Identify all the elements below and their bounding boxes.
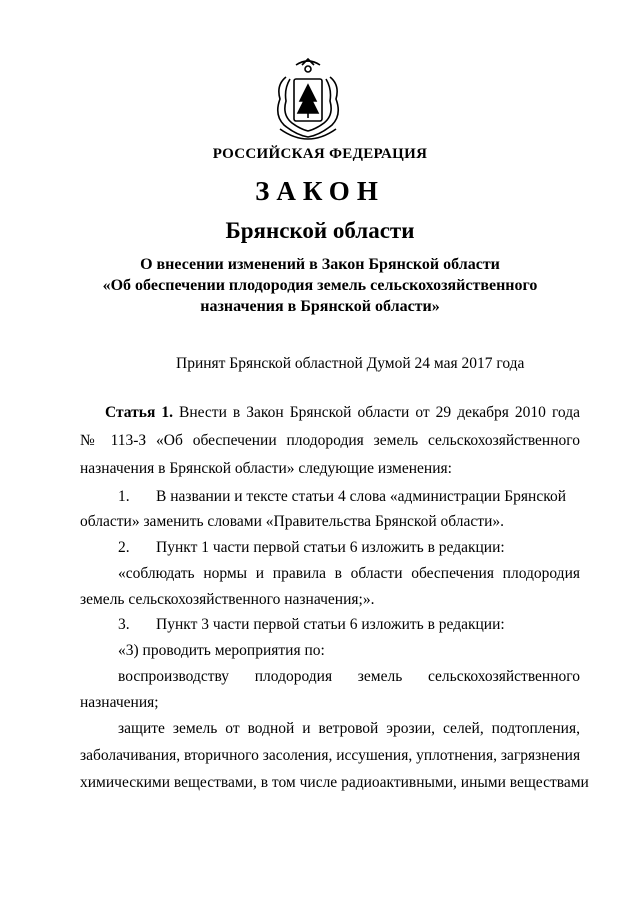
body-line: № 113-З «Об обеспечении плодородия земель сельскохозяйственного <box>80 432 580 449</box>
item-number: 3. <box>118 616 130 633</box>
item-1 <box>118 487 580 507</box>
article-1-line <box>105 403 580 423</box>
body-line: воспроизводству плодородия земель сельскохозяйственного <box>118 668 580 685</box>
document-type-heading: ЗАКОН <box>255 176 385 206</box>
item-text: В названии и тексте статьи 4 слова «администрации Брянской <box>156 488 567 505</box>
article-label: Статья 1. <box>105 404 173 421</box>
body-line: заболачивания, вторичного засоления, иссушения, уплотнения, загрязнения <box>80 747 581 764</box>
law-title-line: назначения в Брянской области» <box>200 298 440 315</box>
item-text: Пункт 1 части первой статьи 6 изложить в редакции: <box>156 539 505 556</box>
article-1-text: Внести в Закон Брянской области от 29 декабря 2010 года <box>179 404 580 421</box>
body-line: назначения; <box>80 694 159 711</box>
body-line: защите земель от водной и ветровой эрозии, селей, подтопления, <box>118 720 580 737</box>
adoption-note: Принят Брянской областной Думой 24 мая 2017 года <box>176 355 525 372</box>
country-heading: РОССИЙСКАЯ ФЕДЕРАЦИЯ <box>212 146 428 162</box>
region-heading: Брянской области <box>225 218 415 243</box>
body-line: «3) проводить мероприятия по: <box>118 642 325 659</box>
item-3 <box>118 615 580 635</box>
item-2 <box>118 538 580 558</box>
law-title-line: О внесении изменений в Закон Брянской области <box>140 256 500 273</box>
item-text: Пункт 3 части первой статьи 6 изложить в редакции: <box>156 616 505 633</box>
body-line: химическими веществами, в том числе радиоактивными, иными веществами <box>80 774 589 791</box>
law-title-line: «Об обеспечении плодородия земель сельскохозяйственного <box>102 277 538 294</box>
item-number: 2. <box>118 539 130 556</box>
law-title <box>0 254 640 317</box>
body-line: земель сельскохозяйственного назначения;». <box>80 591 375 608</box>
body-line: «соблюдать нормы и правила в области обеспечения плодородия <box>118 565 580 582</box>
item-number: 1. <box>118 488 130 505</box>
coat-of-arms-emblem <box>266 55 350 141</box>
body-line: назначения в Брянской области» следующие изменения: <box>80 460 452 477</box>
body-line: области» заменить словами «Правительства Брянской области». <box>80 513 504 530</box>
